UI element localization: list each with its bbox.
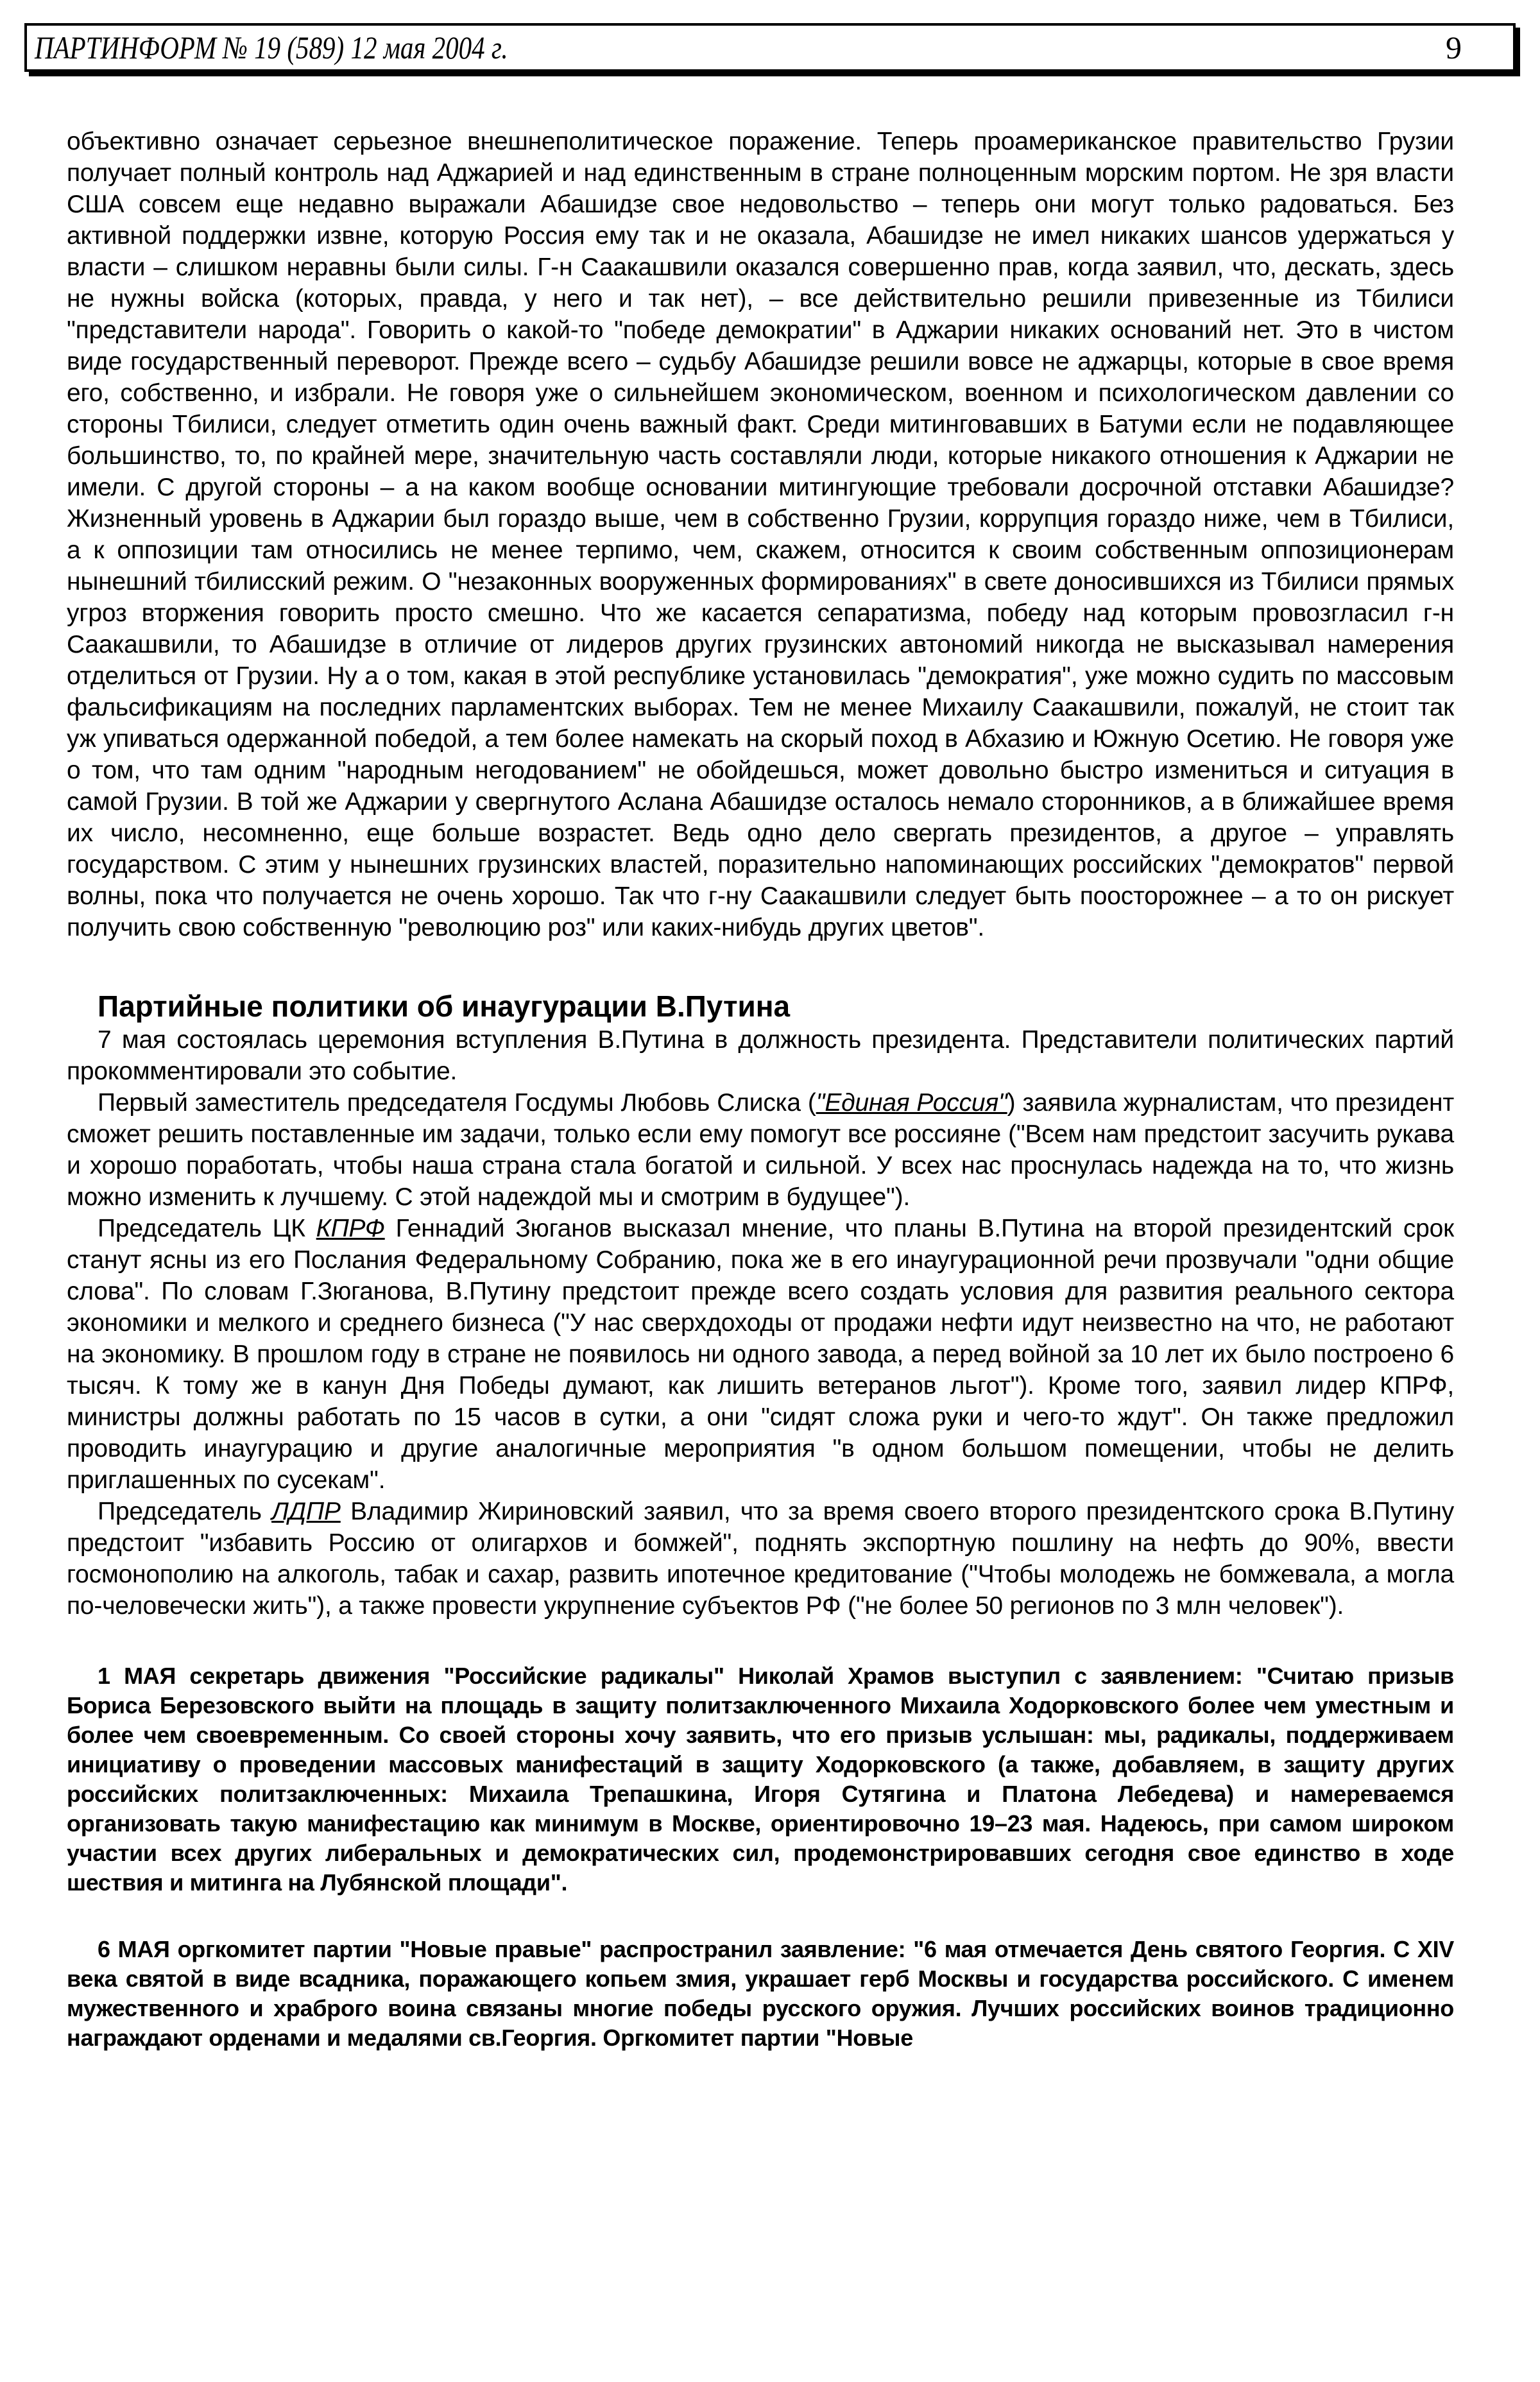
party-link-ldpr[interactable]: ЛДПР xyxy=(271,1498,341,1525)
statement-zhirinovsky xyxy=(67,1496,1454,1622)
statement-text-before: Председатель xyxy=(98,1498,272,1525)
statement-text-after: Геннадий Зюганов высказал мнение, что планы В.Путина на второй президентский срок станут ясны из его Послания Федеральному Собранию, пока же в его инаугурационной речи прозвучали "одни общие слова". По словам Г.Зюганова, В.Путину предстоит прежде всего создать условия для развития реального сектора экономики и мелкого и среднего бизнеса ("У нас сверхдоходы от продажи нефти идут неизвестно на что, не работают на экономику. В прошлом году в стране не появилось ни одного завода, а перед войной за 10 лет их было построено 6 тысяч. К тому же в канун Дня Победы думают, как лишить ветеранов льгот"). Кроме того, заявил лидер КПРФ, министры должны работать по 15 часов в сутки, а они "сидят сложа руки и чего-то ждут". Он также предложил проводить инаугурацию и другие аналогичные мероприятия "в одном большом помещении, чтобы не делить приглашенных по сусекам". xyxy=(67,1215,1454,1494)
section-heading: Партийные политики об инаугурации В.Путина xyxy=(98,990,791,1023)
statement-text-before: Председатель ЦК xyxy=(98,1215,316,1242)
news-item-may-1: 1 МАЯ секретарь движения "Российские радикалы" Николай Храмов выступил с заявлением: "Считаю призыв Бориса Березовского выйти на площадь в защиту политзаключенного Михаила Ходорковского более чем уместным и более чем своевременным. Со своей стороны хочу заявить, что его призыв услышан: мы, радикалы, поддерживаем инициативу о проведении массовых манифестаций в защиту Ходорковского (а также, добавляем, в защиту других российских политзаключенных: Михаила Трепашкина, Игоря Сутягина и Платона Лебедева) и намереваемся организовать такую манифестацию как минимум в Москве, ориентировочно 19–23 мая. Надеюсь, при самом широком участии всех других либеральных и демократических сил, продемонстрировавших сегодня свое единство в ходе шествия и митинга на Лубянской площади". xyxy=(67,1663,1454,1896)
news-item-may-6: 6 МАЯ оргкомитет партии "Новые правые" распространил заявление: "6 мая отмечается День святого Георгия. С XIV века святой в виде всадника, поражающего копьем змия, украшает герб Москвы и государства российского. С именем мужественного и храброго воина связаны многие победы русского оружия. Лучших российских воинов традиционно награждают орденами и медалями св.Георгия. Оргкомитет партии "Новые xyxy=(67,1936,1454,2051)
statement-sliska xyxy=(67,1087,1454,1213)
party-link-kprf[interactable]: КПРФ xyxy=(316,1215,385,1242)
statement-text-after: Владимир Жириновский заявил, что за время своего второго президентского срока В.Путину предстоит "избавить Россию от олигархов и бомжей", поднять экспортную пошлину на нефть до 90%, ввести госмонополию на алкоголь, табак и сахар, развить ипотечное кредитование ("Чтобы молодежь не бомжевала, а могла по-человечески жить"), а также провести укрупнение субъектов РФ ("не более 50 регионов по 3 млн человек"). xyxy=(67,1498,1454,1620)
section-intro: 7 мая состоялась церемония вступления В.Путина в должность президента. Представители политических партий прокомментировали это событие. xyxy=(67,1026,1454,1085)
page-header xyxy=(24,23,1516,72)
page-number: 9 xyxy=(1446,30,1462,65)
statement-text-before: Первый заместитель председателя Госдумы Любовь Слиска ( xyxy=(98,1089,816,1117)
statement-text-after: ) заявила журналистам, что президент сможет решить поставленные им задачи, только если ему помогут все россияне ("Всем нам предстоит засучить рукава и хорошо поработать, чтобы наша страна стала богатой и сильной. У всех нас проснулась надежда на то, что жизнь можно изменить к лучшему. С этой надеждой мы и смотрим в будущее"). xyxy=(67,1089,1454,1211)
news-block xyxy=(67,1661,1454,2053)
statement-zyuganov xyxy=(67,1213,1454,1496)
party-link-edinaya-rossiya[interactable]: "Единая Россия" xyxy=(816,1089,1007,1117)
publication-title: ПАРТИНФОРМ № 19 (589) 12 мая 2004 г. xyxy=(35,30,508,65)
page-content xyxy=(67,126,1454,2053)
article-continuation: объективно означает серьезное внешнеполитическое поражение. Теперь проамериканское правительство Грузии получает полный контроль над Аджарией и над единственным в стране полноценным морским портом. Не зря власти США совсем еще недавно выражали Абашидзе свое недовольство – теперь они могут только радоваться. Без активной поддержки извне, которую Россия ему так и не оказала, Абашидзе не имел никаких шансов удержаться у власти – слишком неравны были силы. Г-н Саакашвили оказался совершенно прав, когда заявил, что, дескать, здесь не нужны войска (которых, правда, у него и так нет), – все действительно решили привезенные из Тбилиси "представители народа". Говорить о какой-то "победе демократии" в Аджарии никаких оснований нет. Это в чистом виде государственный переворот. Прежде всего – судьбу Абашидзе решили вовсе не аджарцы, которые в свое время его, собственно, и избрали. Не говоря уже о сильнейшем экономическом, военном и психологическом давлении со стороны Тбилиси, следует отметить один очень важный факт. Среди митинговавших в Батуми если не подавляющее большинство, то, по крайней мере, значительную часть составляли люди, которые никакого отношения к Аджарии не имели. С другой стороны – а на каком вообще основании митингующие требовали досрочной отставки Абашидзе? Жизненный уровень в Аджарии был гораздо выше, чем в собственно Грузии, коррупция гораздо ниже, чем в Тбилиси, а к оппозиции там относились не менее терпимо, чем, скажем, относится к своим собственным оппозиционерам нынешний тбилисский режим. О "незаконных вооруженных формированиях" в свете доносившихся из Тбилиси прямых угроз вторжения говорить просто смешно. Что же касается сепаратизма, победу над которым провозгласил г-н Саакашвили, то Абашидзе в отличие от лидеров других грузинских автономий никогда не высказывал намерения отделиться от Грузии. Ну а о том, какая в этой республике установилась "демократия", уже можно судить по массовым фальсификациям на последних парламентских выборах. Тем не менее Михаилу Саакашвили, пожалуй, не стоит так уж упиваться одержанной победой, а тем более намекать на скорый поход в Абхазию и Южную Осетию. Не говоря уже о том, что там одним "народным негодованием" не обойдешься, может довольно быстро измениться и ситуация в самой Грузии. В той же Аджарии у свергнутого Аслана Абашидзе осталось немало сторонников, а в ближайшее время их число, несомненно, еще больше возрастет. Ведь одно дело свергать президентов, а другое – управлять государством. С этим у нынешних грузинских властей, поразительно напоминающих российских "демократов" первой волны, пока что получается не очень хорошо. Так что г-ну Саакашвили следует быть поосторожнее – а то он рискует получить свою собственную "революцию роз" или каких-нибудь других цветов". xyxy=(67,128,1454,941)
